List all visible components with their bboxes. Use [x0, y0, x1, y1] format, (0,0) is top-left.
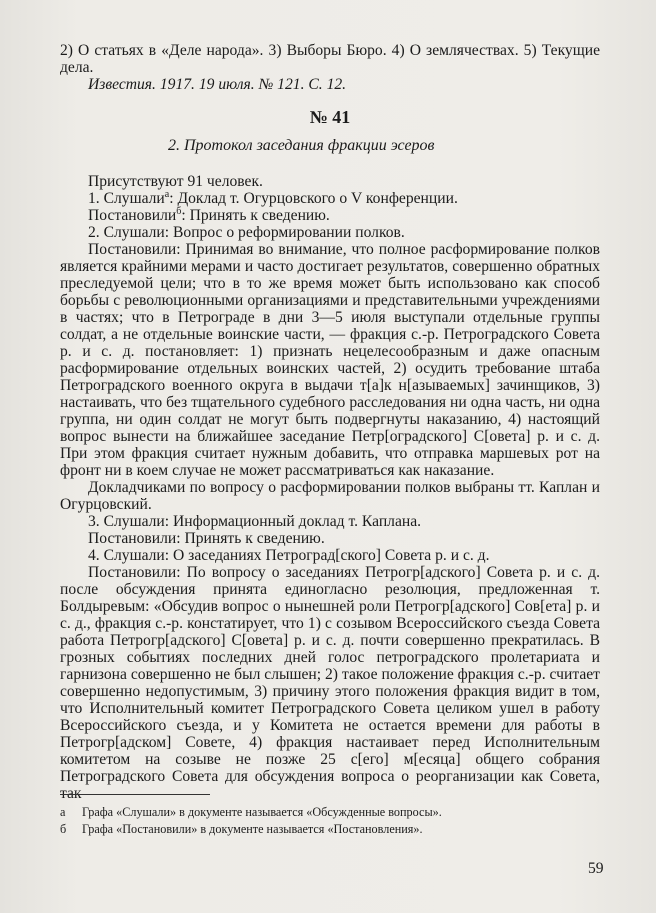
footnotes	[60, 804, 600, 838]
item2-decided: Постановили: Принимая во внимание, что полное расформирование полков является крайними мерами и часто достигает результатов, совершенно обратных преследуемой цели; что в то же время может быть использовано как способ борьбы с революционными организациями и представительными учреждениями в частях; что в Петрограде в дни 3—5 июля выступали отдельные группы солдат, а не отдельные воинские части, — фракция с.-р. Петроградского Совета р. и с. д. постановляет: 1) признать нецелесообразным и даже опасным расформирование отдельных воинских частей, 2) осудить требование штаба Петроградского военного округа в выдачи т[а]к н[азываемых] зачинщиков, 3) настаивать, что без тщательного судебного расследования ни одна часть, ни одна группа, ни один солдат не могут быть подвергнуты наказанию, 4) настоящий вопрос вынести на ближайшее заседание Петр[оградского] С[овета] р. и с. д. При этом фракция считает нужным добавить, что отправка маршевых рот на фронт ни в коем случае не может рассматриваться как наказание.	[60, 241, 600, 479]
item2-heard: 2. Слушали: Вопрос о реформировании полков.	[88, 224, 405, 241]
footnote	[60, 804, 600, 821]
intro-line: 2) О статьях в «Деле народа». 3) Выборы Бюро. 4) О землячествах. 5) Текущие дела.	[60, 42, 600, 76]
present-line: Присутствуют 91 человек.	[88, 173, 263, 190]
item3-heard: 3. Слушали: Информационный доклад т. Каплана.	[88, 513, 422, 530]
footnote-ref-a: а	[164, 188, 170, 200]
document-number: № 41	[309, 107, 351, 127]
footnote-mark: б	[60, 822, 67, 836]
item1-decided	[60, 207, 600, 224]
footnote	[60, 821, 600, 838]
footnote-divider	[60, 794, 210, 795]
item1-heard-label: 1. Слушали	[88, 190, 165, 207]
footnote-text: Графа «Слушали» в документе называется «Обсужденные вопросы».	[82, 805, 442, 819]
speakers-line: Докладчиками по вопросу о расформировании полков выбраны тт. Каплан и Огурцовский.	[60, 479, 600, 513]
text-column	[60, 42, 600, 802]
item4-decided: Постановили: По вопросу о заседаниях Петрогр[адского] Совета р. и с. д. после обсуждения принята единогласно резолюция, предложенная т. Болдыревым: «Обсудив вопрос о нынешней роли Петрогр[адского] Сов[ета] р. и с. д., фракция с.-р. констатирует, что 1) с созывом Всероссийского съезда Совета работа Петрогр[адского] С[овета] р. и с. д. почти совершенно прекратилась. В грозных событиях последних дней голос петроградского пролетариата и гарнизона совершенно не был слышен; 2) такое положение фракция с.-р. считает совершенно недопустимым, 3) причину этого положения фракция видит в том, что Исполнительный комитет Петроградского Совета целиком ушел в работу Всероссийского съезда, и у Комитета не остается времени для работы в Петрогр[адском] Совете, 4) фракция настаивает перед Исполнительным комитетом на созыве не позже 25 с[его] м[есяца] общего собрания Петроградского Совета для обсуждения вопроса о реорганизации как Совета, так	[60, 564, 600, 802]
item3-decided: Постановили: Принять к сведению.	[88, 530, 325, 547]
item1-heard-text: : Доклад т. Огурцовского о V конференции.	[169, 190, 458, 207]
page-number: 59	[588, 860, 604, 877]
footnote-ref-b: б	[176, 205, 182, 217]
item4-heard: 4. Слушали: О заседаниях Петроград[ского] Совета р. и с. д.	[88, 547, 490, 564]
item1-decided-label: Постановили	[88, 207, 177, 224]
document-title: 2. Протокол заседания фракции эсеров	[168, 137, 435, 154]
footnote-mark: а	[60, 805, 66, 819]
footnote-text: Графа «Постановили» в документе называется «Постановления».	[82, 822, 423, 836]
item1-heard	[60, 190, 600, 207]
source-citation: Известия. 1917. 19 июля. № 121. С. 12.	[88, 76, 347, 93]
item1-decided-text: : Принять к сведению.	[181, 207, 330, 224]
